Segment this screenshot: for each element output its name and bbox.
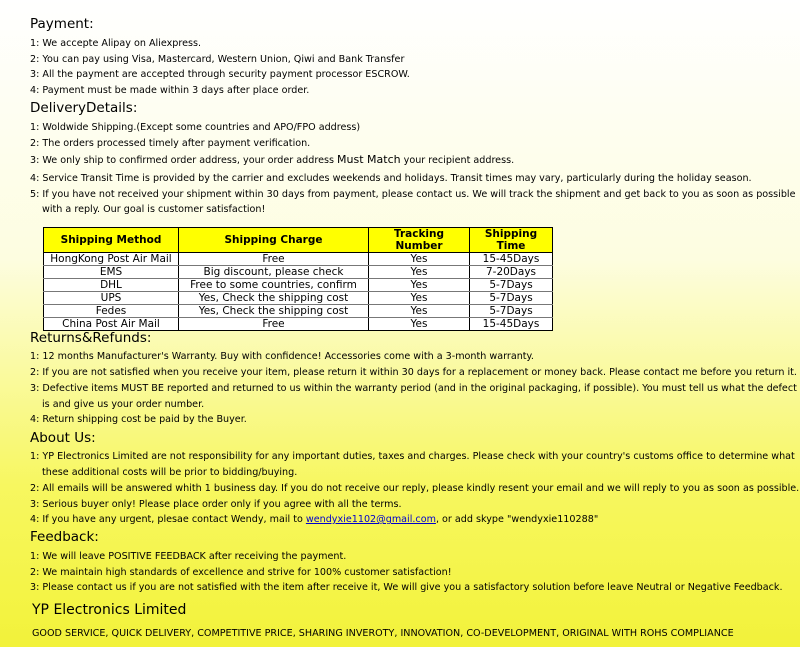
cell-tracking: Yes (369, 266, 470, 279)
col-shipping-time: Shipping Time (470, 228, 553, 253)
delivery-item-5-cont: with a reply. Our goal is customer satisfaction! (42, 204, 266, 215)
cell-method: HongKong Post Air Mail (44, 253, 179, 266)
about-item-2: 2: All emails will be answered whith 1 business day. If you do not receive our reply, please kindly resent your email and we will reply to you as soon as possible. (30, 483, 800, 494)
cell-time: 15-45Days (470, 318, 553, 331)
returns-item-3-cont: is and give us your order number. (42, 399, 205, 410)
company-slogan: GOOD SERVICE, QUICK DELIVERY, COMPETITIVE PRICE, SHARING INVEROTY, INNOVATION, CO-DEVELOPMENT, ORIGINAL WITH ROHS COMPLIANCE (32, 628, 734, 639)
about-item-1-cont: these additional costs will be prior to bidding/buying. (42, 467, 298, 478)
shipping-table (43, 227, 553, 331)
payment-item-3: 3: All the payment are accepted through security payment processor ESCROW. (30, 69, 410, 80)
feedback-item-3: 3: Please contact us if you are not satisfied with the item after receive it, We will give you a satisfactory solution before leave Neutral or Negative Feedback. (30, 582, 783, 593)
cell-time: 7-20Days (470, 266, 553, 279)
col-tracking-number: Tracking Number (369, 228, 470, 253)
returns-item-1: 1: 12 months Manufacturer's Warranty. Buy with confidence! Accessories come with a 3-month warranty. (30, 351, 534, 362)
about-item-4-post: , or add skype "wendyxie110288" (435, 514, 599, 525)
delivery-item-3-pre: 3: We only ship to confirmed order address, your order address (30, 155, 338, 166)
feedback-item-1: 1: We will leave POSITIVE FEEDBACK after receiving the payment. (30, 551, 347, 562)
payment-item-4: 4: Payment must be made within 3 days after place order. (30, 85, 310, 96)
returns-heading: Returns&Refunds: (30, 330, 152, 346)
returns-item-2: 2: If you are not satisfied when you receive your item, please return it within 30 days for a replacement or money back. Please contact me before you return it. (30, 367, 797, 378)
delivery-item-2: 2: The orders processed timely after payment verification. (30, 138, 311, 149)
cell-tracking: Yes (369, 292, 470, 305)
feedback-item-2: 2: We maintain high standards of excellence and strive for 100% customer satisfaction! (30, 567, 452, 578)
cell-method: DHL (44, 279, 179, 292)
cell-time: 5-7Days (470, 305, 553, 318)
cell-charge: Free to some countries, confirm (179, 279, 369, 292)
delivery-item-5: 5: If you have not received your shipment within 30 days from payment, please contact us. We will track the shipment and get back to you as soon as possible (30, 189, 796, 200)
table-row (44, 305, 553, 318)
cell-tracking: Yes (369, 305, 470, 318)
cell-method: Fedes (44, 305, 179, 318)
payment-heading: Payment: (30, 16, 94, 32)
cell-method: UPS (44, 292, 179, 305)
delivery-item-3-post: your recipient address. (400, 155, 515, 166)
cell-charge: Free (179, 253, 369, 266)
cell-time: 15-45Days (470, 253, 553, 266)
table-row (44, 318, 553, 331)
cell-method: EMS (44, 266, 179, 279)
cell-time: 5-7Days (470, 279, 553, 292)
shipping-table-body (44, 253, 553, 331)
must-match-emphasis: Must Match (337, 153, 401, 166)
col-shipping-charge: Shipping Charge (179, 228, 369, 253)
cell-charge: Free (179, 318, 369, 331)
col-shipping-method: Shipping Method (44, 228, 179, 253)
table-row (44, 266, 553, 279)
returns-item-4: 4: Return shipping cost be paid by the Buyer. (30, 414, 247, 425)
cell-tracking: Yes (369, 279, 470, 292)
cell-charge: Big discount, please check (179, 266, 369, 279)
company-name: YP Electronics Limited (32, 602, 187, 618)
cell-method: China Post Air Mail (44, 318, 179, 331)
table-row (44, 279, 553, 292)
payment-item-2: 2: You can pay using Visa, Mastercard, Western Union, Qiwi and Bank Transfer (30, 54, 405, 65)
returns-item-3: 3: Defective items MUST BE reported and returned to us within the warranty period (and in the original packaging, if possible). You must tell us what the defect (30, 383, 797, 394)
about-item-3: 3: Serious buyer only! Please place order only if you agree with all the terms. (30, 499, 402, 510)
about-item-4 (30, 514, 598, 525)
table-row (44, 253, 553, 266)
table-row (44, 292, 553, 305)
about-item-1: 1: YP Electronics Limited are not responsibility for any important duties, taxes and charges. Please check with your country's customs office to determine what (30, 451, 795, 462)
feedback-heading: Feedback: (30, 529, 99, 545)
cell-charge: Yes, Check the shipping cost (179, 292, 369, 305)
about-item-4-pre: 4: If you have any urgent, plesae contact Wendy, mail to (30, 514, 306, 525)
cell-charge: Yes, Check the shipping cost (179, 305, 369, 318)
payment-item-1: 1: We accepte Alipay on Aliexpress. (30, 38, 202, 49)
delivery-heading: DeliveryDetails: (30, 100, 138, 116)
delivery-item-3 (30, 153, 514, 166)
cell-time: 5-7Days (470, 292, 553, 305)
cell-tracking: Yes (369, 253, 470, 266)
cell-tracking: Yes (369, 318, 470, 331)
email-link[interactable]: wendyxie1102@gmail.com (305, 514, 436, 525)
delivery-item-1: 1: Woldwide Shipping.(Except some countries and APO/FPO address) (30, 122, 361, 133)
delivery-item-4: 4: Service Transit Time is provided by the carrier and excludes weekends and holidays. Transit times may vary, particularly during the holiday season. (30, 173, 752, 184)
shipping-table-header (44, 228, 553, 253)
about-heading: About Us: (30, 430, 96, 446)
